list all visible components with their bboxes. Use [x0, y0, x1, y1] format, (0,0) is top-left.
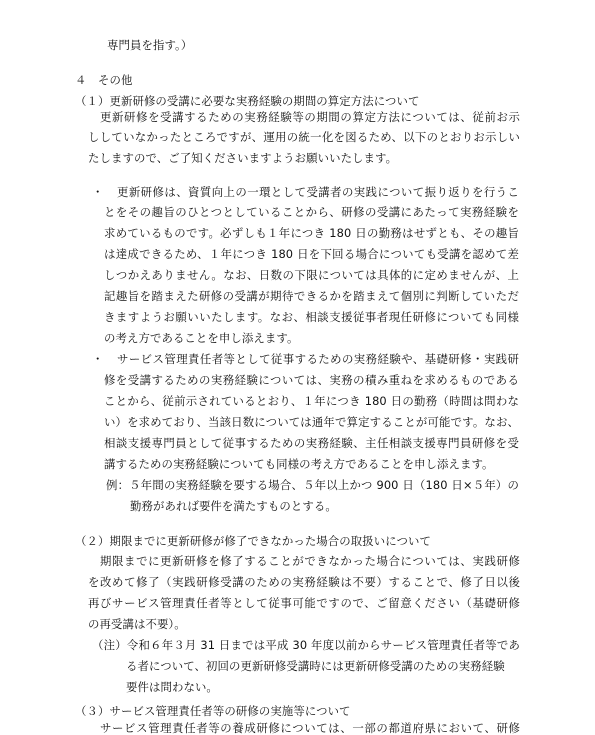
bullet-2-line: 修を受講するための実務経験については、実務の積み重ねを求めるものである: [104, 373, 519, 387]
bullet-2-line: サービス管理責任者等として従事するための実務経験や、基礎研修・実践研: [117, 352, 519, 366]
bullet-2-mark: ・: [92, 352, 104, 366]
item-1-heading: （１）更新研修の受講に必要な実務経験の期間の算定方法について: [75, 94, 420, 108]
bullet-2-line: 相談支援専門員として従事するための実務経験、主任相談支援専門員研修を受: [104, 436, 519, 450]
bullet-1-line: 更新研修は、資質向上の一環として受講者の実践について振り返りを行うこ: [117, 185, 519, 199]
bullet-2-line: ことから、従前示されているとおり、１年につき 180 日の勤務（時間は問わな: [104, 394, 519, 408]
example-line: 勤務があれば要件を満たすものとする。: [130, 499, 337, 513]
note-line: る者について、初回の更新研修受講時には更新研修受講のための実務経験: [126, 659, 505, 673]
item-3-body-line: サービス管理責任者等の養成研修については、一部の都道府県において、研修: [100, 721, 520, 735]
intro-tail-text: 専門員を指す。）: [107, 38, 193, 52]
bullet-1-line: とをその趣旨のひとつとしていることから、研修の受講にあたって実務経験を: [104, 205, 519, 219]
bullet-2-line: 講するための実務経験についても同様の考え方であることを申し添えます。: [104, 457, 494, 471]
bullet-1-mark: ・: [92, 185, 104, 199]
item-2-heading: （２）期限までに更新研修が修了できなかった場合の取扱いについて: [75, 534, 431, 548]
example-line: 例：５年間の実務経験を要する場合、５年以上かつ 900 日（180 日×５年）の: [106, 478, 519, 492]
item-2-body-line: の再受講は不要）。: [88, 617, 186, 631]
item-1-intro-line: ししていなかったところですが、運用の統一化を図るため、以下のとおりお示しい: [88, 130, 520, 144]
item-1-intro-line: 更新研修を受講するための実務経験等の期間の算定方法については、従前お示: [100, 110, 520, 124]
item-1-intro-line: たしますので、ご了知くださいますようお願いいたします。: [88, 151, 398, 165]
note-line: 要件は問わない。: [126, 680, 218, 694]
bullet-2-line: い）を求めており、当該日数については通年で算定することが可能です。なお、: [104, 415, 519, 429]
bullet-1-line: 求めているものです。必ずしも１年につき 180 日の勤務はせずとも、その趣旨: [104, 226, 519, 240]
note-line: （注）令和６年３月 31 日までは平成 30 年度以前からサービス管理責任者等であ: [92, 638, 520, 652]
bullet-1-line: の考え方であることを申し添えます。: [104, 331, 299, 345]
item-3-heading: （３）サービス管理責任者等の研修の実施等について: [75, 704, 351, 718]
item-2-body-line: を改めて修了（実践研修受講のための実務経験は不要）することで、修了日以後: [88, 575, 520, 589]
bullet-1-line: は達成できるため、１年につき 180 日を下回る場合についても受講を認めて差: [104, 247, 519, 261]
bullet-1-line: しつかえありません。なお、日数の下限については具体的に定めませんが、上: [104, 268, 519, 282]
item-2-body-line: 期限までに更新研修を修了することができなかった場合については、実践研修: [100, 554, 520, 568]
item-2-body-line: 再びサービス管理責任者等として従事可能ですので、ご留意ください（基礎研修: [88, 596, 520, 610]
bullet-1-line: 記趣旨を踏まえた研修の受講が期待できるかを踏まえて個別に判断していただ: [104, 289, 519, 303]
bullet-1-line: きますようお願いいたします。なお、相談支援従事者現任研修についても同様: [104, 310, 519, 324]
section-4-heading: ４ その他: [75, 73, 133, 87]
